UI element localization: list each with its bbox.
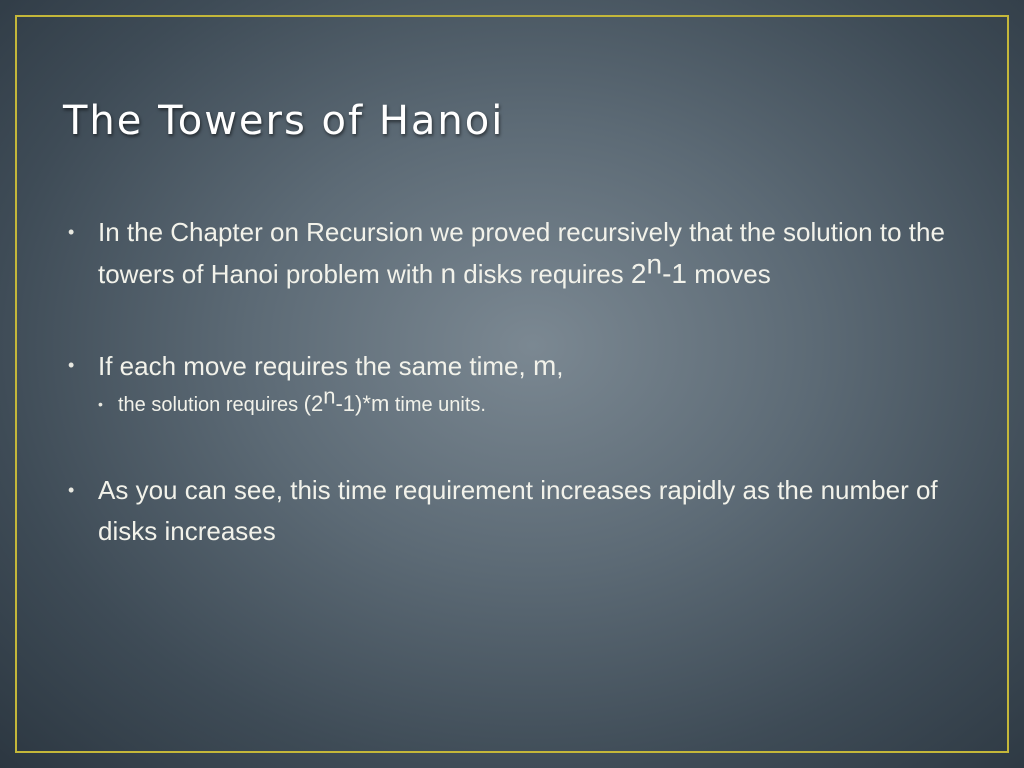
formula-base: (2 (303, 391, 324, 416)
bullet-text: moves (686, 259, 771, 289)
bullet-dot: • (68, 355, 75, 375)
sub-bullet-text: the solution requires (118, 394, 304, 416)
bullet-text: disks requires (456, 259, 631, 289)
bullet-dot: • (68, 222, 75, 242)
variable-m: m (532, 350, 557, 381)
bullet-text: If each move requires the same time, (98, 351, 533, 381)
sub-bullet-time-units (98, 383, 988, 422)
bullet-growth (68, 470, 988, 552)
power-base: 2 (630, 258, 647, 289)
bullet-move-time (68, 345, 988, 387)
bullet-dot: • (68, 480, 75, 500)
power-exponent: n (646, 248, 663, 280)
bullet-recursion (68, 212, 988, 295)
slide-title: The Towers of Hanoi (63, 98, 505, 144)
bullet-text: , (556, 351, 564, 381)
sub-bullet-dot: • (98, 396, 103, 412)
variable-n: n (440, 258, 457, 289)
sub-bullet-text: time units. (389, 394, 486, 416)
bullet-text: In the Chapter on Recursion we proved recursively that the solution to the towers of Hanoi problem with (98, 217, 945, 289)
power-suffix: -1 (662, 258, 687, 289)
slide-body (68, 212, 988, 552)
variable-m: m (370, 391, 390, 416)
formula-tail: -1)* (335, 391, 371, 416)
formula-exponent: n (323, 383, 336, 409)
bullet-text: As you can see, this time requirement increases rapidly as the number of disks increases (98, 475, 938, 546)
